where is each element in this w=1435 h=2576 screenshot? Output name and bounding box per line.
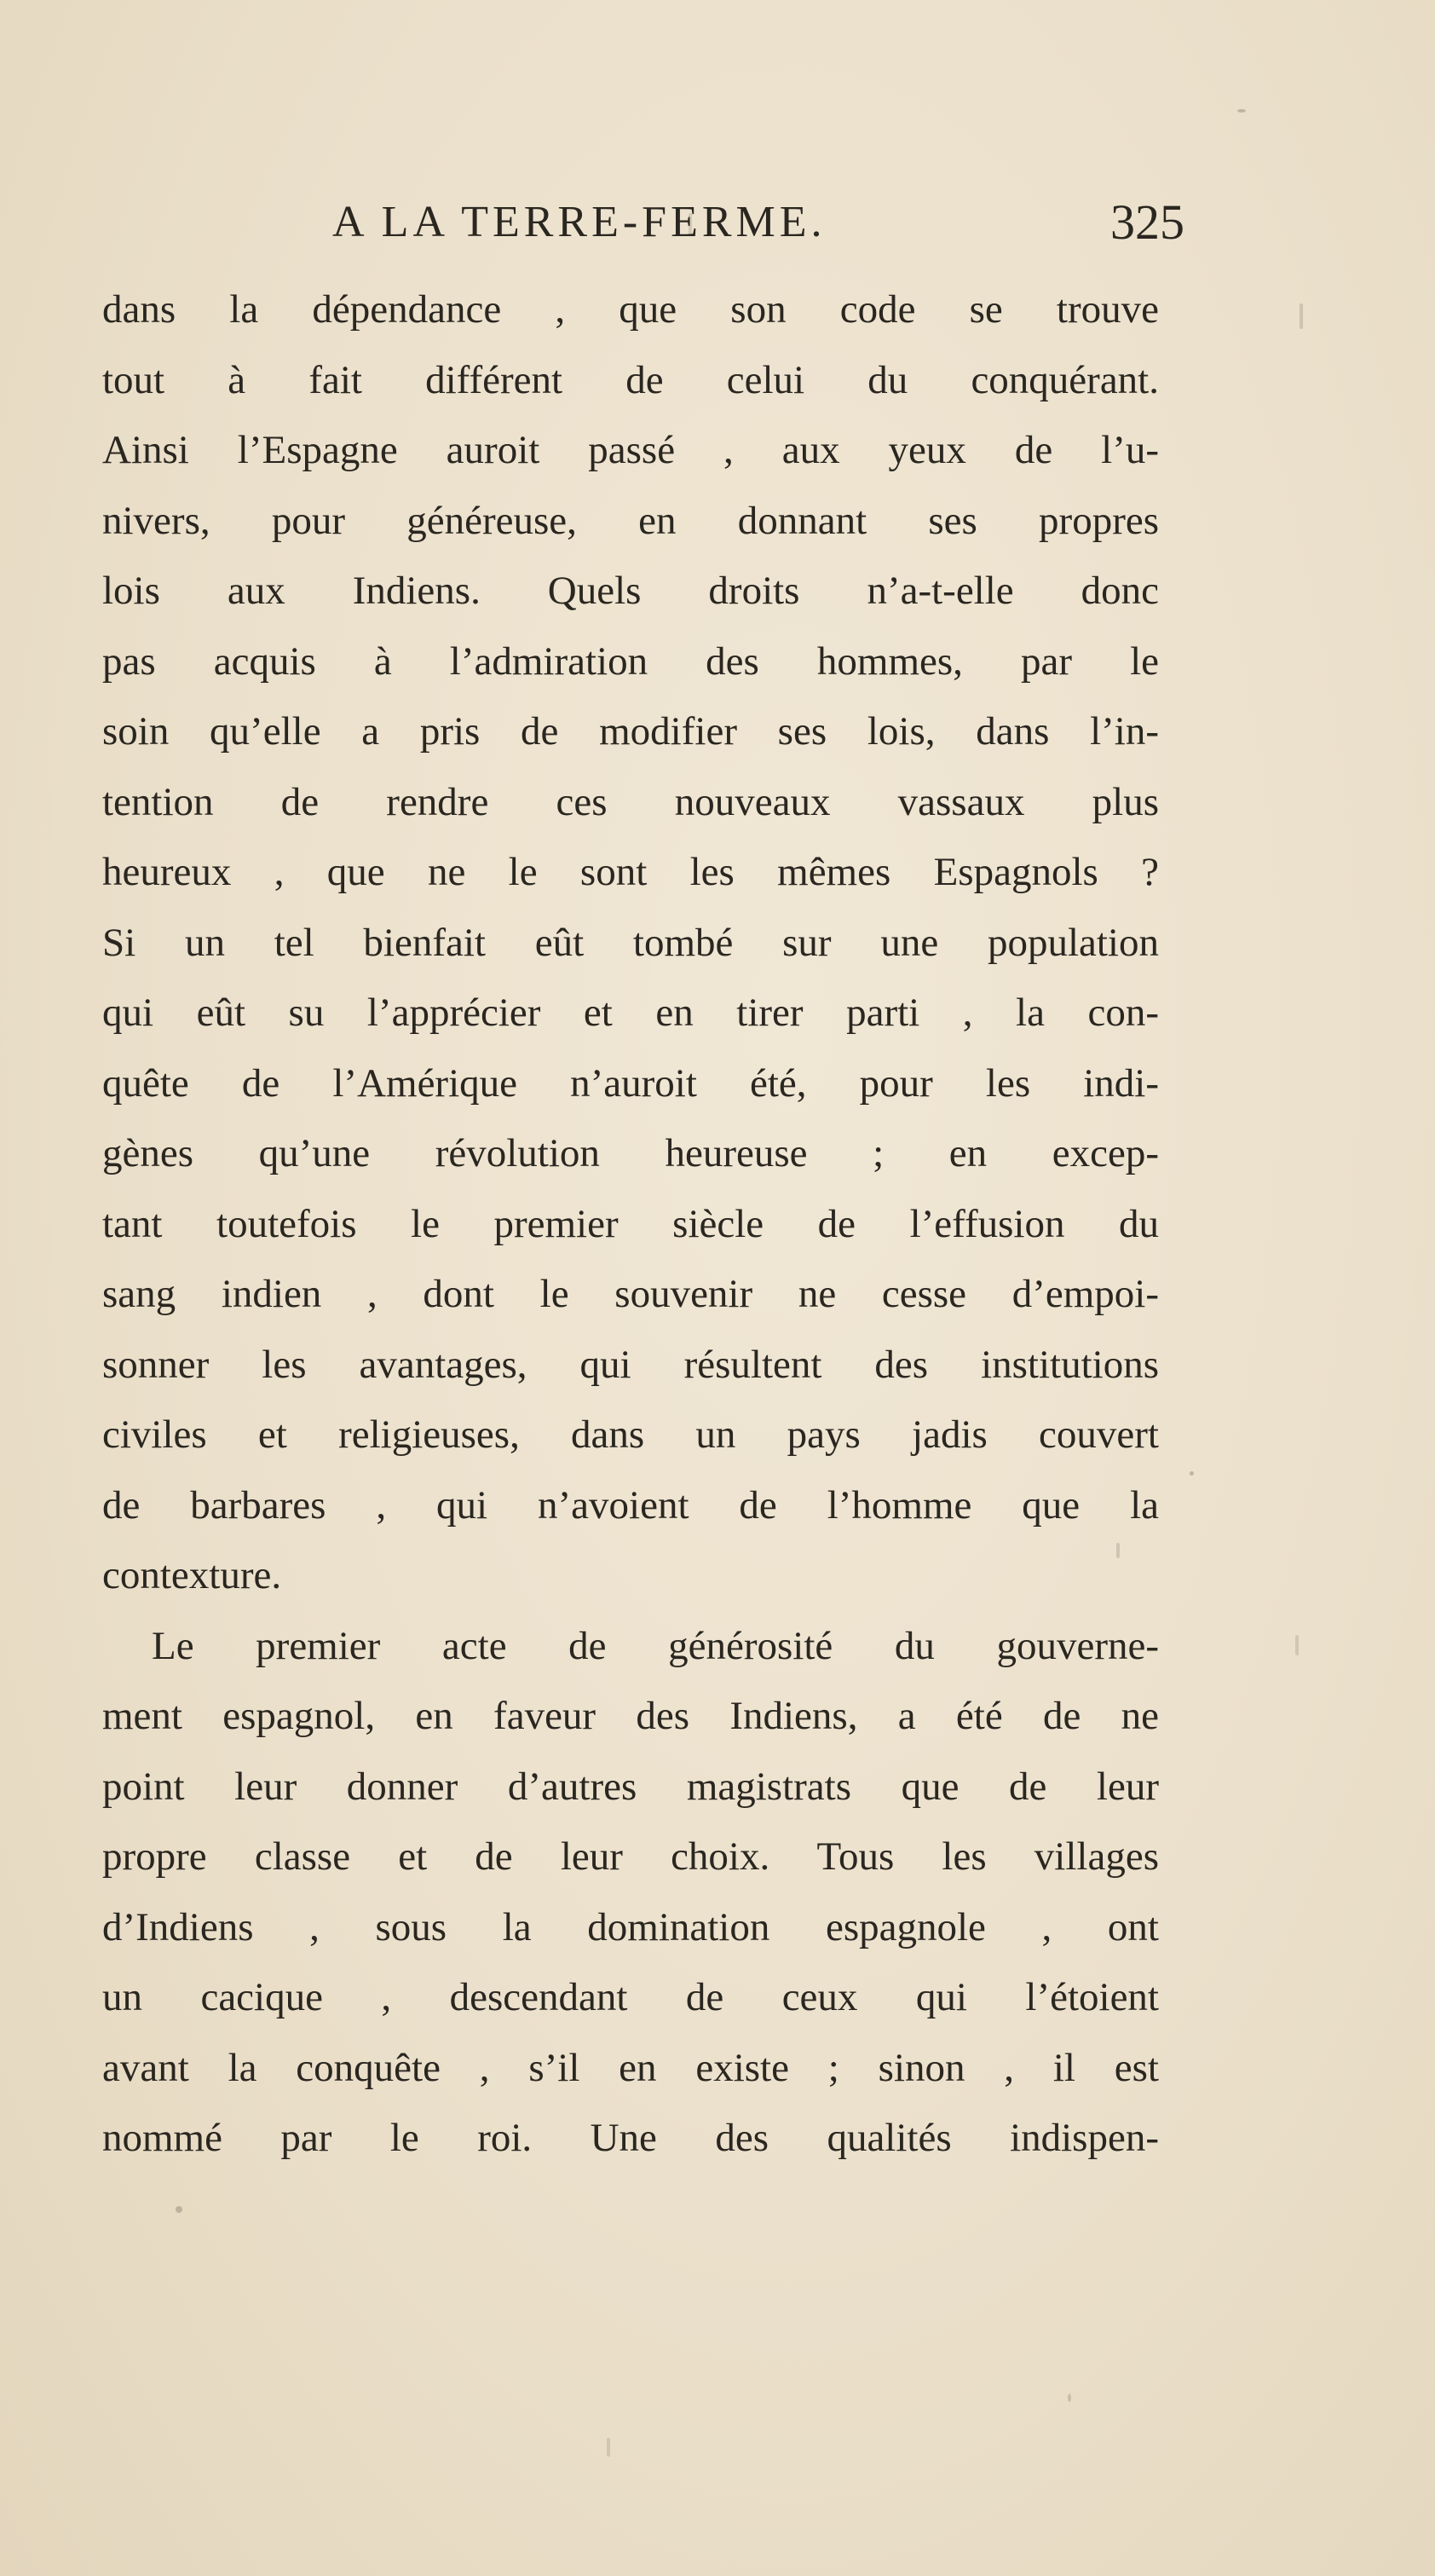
page-number: 325 [1110, 194, 1184, 250]
paper-speck [1295, 1635, 1299, 1655]
text-line: d’Indiens , sous la domination espagnole , ont [102, 1904, 1159, 1949]
text-line: sonner les avantages, qui résultent des institutions [102, 1342, 1159, 1387]
text-line: qui eût su l’apprécier et en tirer parti , la con- [102, 991, 1159, 1035]
text-line: un cacique , descendant de ceux qui l’étoient [102, 1975, 1159, 2019]
body-text [102, 274, 1159, 2174]
text-line: point leur donner d’autres magistrats que de leur [102, 1764, 1159, 1809]
text-line: gènes qu’une révolution heureuse ; en excep- [102, 1131, 1159, 1175]
text-line: Ainsi l’Espagne auroit passé , aux yeux de l’u- [102, 428, 1159, 472]
paper-speck [1068, 2394, 1071, 2402]
text-line: nommé par le roi. Une des qualités indispen- [102, 2116, 1159, 2160]
paper-speck [1190, 1471, 1194, 1476]
text-line: heureux , que ne le sont les mêmes Espagnols ? [102, 850, 1159, 894]
text-line: nivers, pour généreuse, en donnant ses propres [102, 498, 1159, 543]
page-header [102, 193, 1184, 252]
paper-speck [176, 2206, 182, 2213]
text-line: Le premier acte de générosité du gouverne- [152, 1623, 1159, 1668]
text-line: ment espagnol, en faveur des Indiens, a été de ne [102, 1694, 1159, 1738]
text-line: civiles et religieuses, dans un pays jadis couvert [102, 1412, 1159, 1457]
text-line: quête de l’Amérique n’auroit été, pour les indi- [102, 1060, 1159, 1106]
text-line: propre classe et de leur choix. Tous les villages [102, 1834, 1159, 1879]
text-line: tant toutefois le premier siècle de l’effusion du [102, 1201, 1159, 1246]
text-line: tout à fait différent de celui du conquérant. [102, 357, 1159, 402]
text-line: sang indien , dont le souvenir ne cesse d’empoi- [102, 1272, 1159, 1316]
text-line: Si un tel bienfait eût tombé sur une population [102, 920, 1159, 965]
text-line: soin qu’elle a pris de modifier ses lois, dans l’in- [102, 709, 1159, 754]
running-title: A LA TERRE-FERME. [332, 198, 827, 246]
text-line: lois aux Indiens. Quels droits n’a-t-elle donc [102, 569, 1159, 613]
paper-speck [1300, 303, 1303, 329]
text-line: pas acquis à l’admiration des hommes, par le [102, 638, 1159, 684]
text-line: contexture. [102, 1553, 282, 1597]
paragraph [102, 1611, 1159, 2174]
paper-speck [607, 2438, 610, 2457]
text-line: tention de rendre ces nouveaux vassaux plus [102, 779, 1159, 824]
text-line: dans la dépendance , que son code se trouve [102, 287, 1159, 332]
paragraph [102, 274, 1159, 1611]
paper-speck [1237, 109, 1246, 113]
text-line: avant la conquête , s’il en existe ; sinon , il est [102, 2045, 1159, 2090]
text-line: de barbares , qui n’avoient de l’homme que la [102, 1482, 1159, 1528]
